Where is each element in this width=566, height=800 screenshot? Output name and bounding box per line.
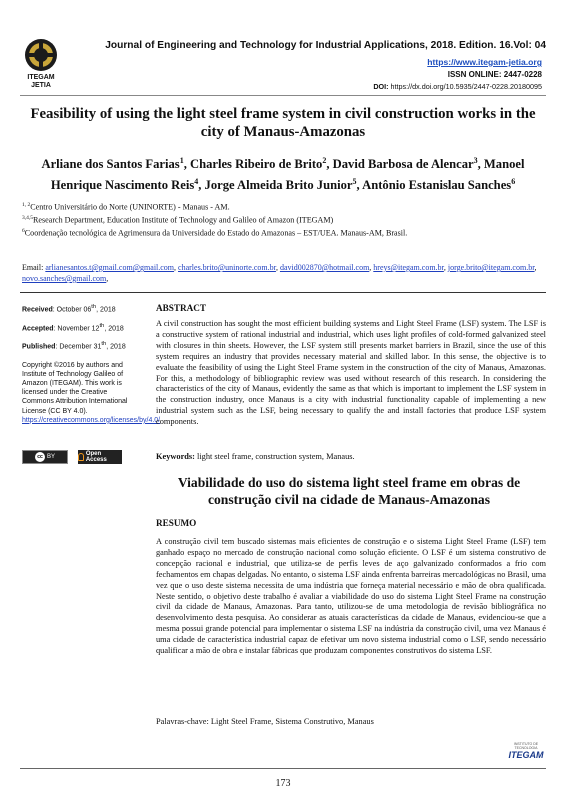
affiliation-line <box>22 213 407 226</box>
cc-icon: cc <box>35 452 45 462</box>
header-divider <box>20 95 546 96</box>
open-access-label: Open Access <box>85 451 107 463</box>
author-affiliation-mark: 6 <box>511 177 516 187</box>
logo-text-2: JETIA <box>31 82 51 89</box>
author-affiliation-mark: 5 <box>352 177 357 187</box>
author-affiliation-mark: 1 <box>179 156 184 165</box>
author-name: Jorge Almeida Brito Junior <box>204 178 353 193</box>
affiliation-line <box>22 200 407 213</box>
doi-value[interactable]: https://dx.doi.org/10.5935/2447-0228.20180095 <box>390 82 542 91</box>
author-separator: , <box>183 157 190 172</box>
footer-logo <box>508 742 544 760</box>
footer-logo-subtitle: INSTITUTO DE TECNOLOGIA <box>513 742 539 750</box>
issn: ISSN ONLINE: 2447-0228 <box>447 70 542 79</box>
journal-logo <box>20 38 62 90</box>
email-link[interactable]: charles.brito@uninorte.com.br <box>178 263 276 272</box>
logo-text-1: ITEGAM <box>27 74 55 81</box>
affiliation-text: Research Department, Education Institute of Technology and Galileo of Amazon (ITEGAM) <box>33 215 334 225</box>
author-separator: , <box>477 157 484 172</box>
keywords-label: Keywords: <box>156 452 195 461</box>
keywords-value: light steel frame, construction system, Manaus. <box>194 452 355 461</box>
resumo-text: A construção civil tem buscado sistemas mais eficientes de construção e o sistema Light Steel Frame (LSF) tem ganhado espaço no mercado de construção nacional como solução eficiente. O LSF é um sistema construtivo de concepção racional e industrial, que utiliza-se de perfis leves de aço galvanizado conformados a frio com fechamentos em chapas delgadas. No entanto, o sistema LSF ainda enfrenta barreiras mercadológicas no Brasil, uma vez que o uso deste sistema necessita de uma indústria que forneça material necessário e mão de obra qualificada. Neste sentido, o objetivo deste trabalho é avaliar a viabilidade do uso do sistema Light Steel Frame na construção civil da cidade de Manaus, Amazonas. Para tanto, utilizou-se de uma metodologia de revisão bibliográfica no desenvolvimento desta pesquisa. Ao considerar as atuais características da cidade de Manaus, evidenciou-se que a mesma possui grande potencial para implementar o sistema LSF na indústria da construção civil, uma vez Manaus é uma cidade de característica industrial capaz de efetivar um novo sistema industrial como o LSF, sendo necessário qualificar a mão de obra e instalar fábricas que produzam componentes construtivos do sistema LSF. <box>156 537 546 656</box>
journal-url-link[interactable]: https://www.itegam-jetia.org <box>427 57 542 67</box>
email-link[interactable]: david002870@hotmail.com <box>279 263 370 272</box>
author-name: Antônio Estanislau Sanches <box>362 178 512 193</box>
author-separator: , <box>198 178 205 193</box>
author-separator: , <box>356 178 363 193</box>
affiliations <box>22 200 407 240</box>
author-separator: , <box>326 157 333 172</box>
affiliation-mark: 3,4,5 <box>22 215 33 222</box>
copyright-text: Copyright ©2016 by authors and Institute of Technology Galileo of Amazon (ITEGAM). This work is licensed under the Creative Commons Attribution International License (CC BY 4.0). <box>22 361 128 415</box>
accepted-date: Accepted: November 12th, 2018 <box>22 322 124 332</box>
journal-name: Journal of Engineering and Technology for Industrial Applications, 2018. Edition. 16.Vol: 04 <box>105 40 546 51</box>
section-divider <box>20 292 546 293</box>
palavras-chave: Palavras-chave: Light Steel Frame, Sistema Construtivo, Manaus <box>156 717 374 726</box>
abstract-section <box>156 303 546 428</box>
author-name: Manoel Henrique Nascimento Reis <box>50 157 525 193</box>
doi <box>373 82 542 91</box>
email-link[interactable]: novo.sanches@gmail.com <box>22 274 107 283</box>
email-block: Email: arlianesantos.t@gmail.com@gmail.com, charles.brito@uninorte.com.br, david002870@hotmail.com, hreys@itegam.com.br, jorge.brito@itegam.com.br, novo.sanches@gmail.com, <box>22 263 537 283</box>
affiliation-mark: 6 <box>22 228 25 235</box>
footer-divider <box>20 768 546 769</box>
cc-by-badge[interactable] <box>22 450 68 464</box>
page-number: 173 <box>275 778 291 789</box>
author-name: Charles Ribeiro de Brito <box>189 157 323 172</box>
author-list <box>24 152 542 194</box>
open-lock-icon <box>78 453 84 461</box>
license-link[interactable]: https://creativecommons.org/licenses/by/4.0/ <box>22 416 161 424</box>
author-name: Arliane dos Santos Farias <box>41 157 180 172</box>
email-link[interactable]: arlianesantos.t@gmail.com@gmail.com <box>45 263 175 272</box>
copyright-notice <box>22 361 161 425</box>
published-date: Published: December 31th, 2018 <box>22 341 126 351</box>
abstract-heading: ABSTRACT <box>156 303 207 313</box>
email-link[interactable]: jorge.brito@itegam.com.br <box>447 263 535 272</box>
open-access-badge <box>78 450 122 464</box>
keywords <box>156 452 355 461</box>
author-name: David Barbosa de Alencar <box>332 157 474 172</box>
received-date: Received: October 06th, 2018 <box>22 304 116 314</box>
article-dates <box>22 303 138 352</box>
email-link[interactable]: hreys@itegam.com.br <box>373 263 444 272</box>
cc-label: BY <box>46 454 55 460</box>
abstract-text: A civil construction has sought the most efficient building systems and Light Steel Frame (LSF) system. The LSF is a constructive system of rational industrial and industrial, which uses light profiles of cold-formed galvanized steel with closures in thin sheets. However, the LSF system still presents market barriers in Brazil, since the use of this system requires an industry that provides necessary material and skilled labor. In this sense, the objective is to evaluate the feasibility of using the Light Steel Frame system in the construction of the city of Manaus, Amazonas. For this, a methodology of bibliographic review was used without research of this research. In considering the characteristics of the city of Manaus, evidently the same as that which is important to implement the LSF system in the construction industry, once Manaus is a city with industrial functionality capable of implementing a new industrial system such as the LSF, being necessary to qualify the and install factories that produce LSF system components. <box>156 319 546 427</box>
affiliation-line <box>22 226 407 239</box>
email-label: Email: <box>22 263 44 272</box>
portuguese-title: Viabilidade do uso do sistema light steel frame em obras de construção civil na cidade de Manaus-Amazonas <box>177 475 521 507</box>
doi-label: DOI: <box>373 82 389 91</box>
author-affiliation-mark: 4 <box>194 177 199 187</box>
affiliation-text: Coordenação tecnológica de Agrimensura da Universidade do Estado do Amazonas – EST/UEA. Manaus-AM, Brasil. <box>24 229 408 239</box>
author-affiliation-mark: 2 <box>322 156 327 165</box>
affiliation-mark: 1, 2 <box>22 202 31 208</box>
footer-logo-text: ITEGAM <box>508 750 544 760</box>
article-info-column <box>22 303 161 425</box>
paper-title: Feasibility of using the light steel frame system in civil construction works in the city of Manaus-Amazonas <box>30 106 536 140</box>
affiliation-text: Centro Universitário do Norte (UNINORTE) - Manaus - AM. <box>30 202 230 212</box>
author-affiliation-mark: 3 <box>473 156 478 165</box>
resumo-heading: RESUMO <box>156 518 197 528</box>
